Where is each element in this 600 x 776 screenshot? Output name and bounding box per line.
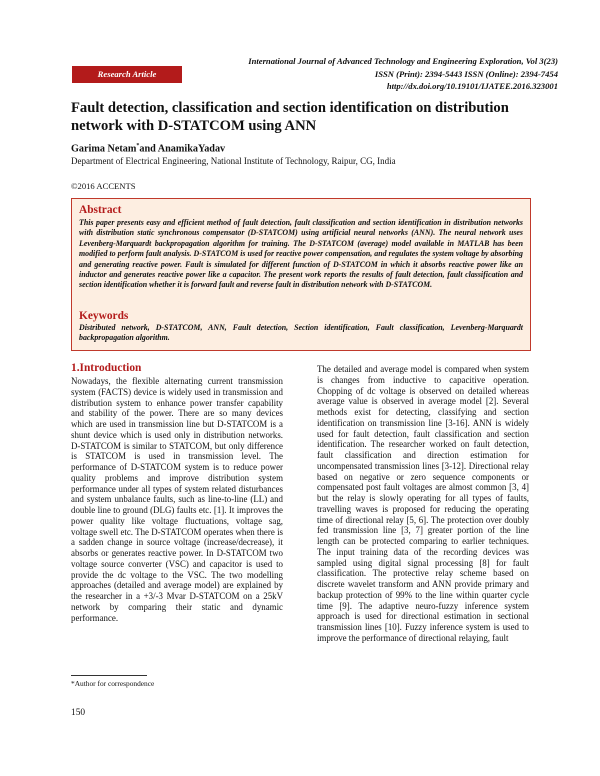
author-list xyxy=(71,143,225,154)
abstract-text: This paper presents easy and efficient method of fault detection, fault classification and section identification in distribution networks with distribution static synchronous compensator (D-STATCOM) using artificial neural networks (ANN). The neural network uses Levenberg-Marquardt backpropagation algorithm for training. The D-STATCOM (average) model available in MATLAB has been modified to perform fault analysis. D-STATCOM is used for reactive power compensation, and regulates the system voltage by absorbing and generating reactive power. Fault is simulated for different function of D-STATCOM in which it absorbs reactive power like an inductor and generates reactive power like a capacitor. The present work reports the results of fault detection, fault classification and section identification whether it is forward fault and reverse fault in distribution network with D-STATCOM. xyxy=(79,218,523,290)
copyright: ©2016 ACCENTS xyxy=(71,181,136,191)
keywords-text: Distributed network, D-STATCOM, ANN, Fault detection, Section identification, Fault classification, Levenberg-Marquardt backpropagation algorithm. xyxy=(79,323,523,343)
introduction-paragraph-left: Nowadays, the flexible alternating current transmission system (FACTS) device is widely used in transmission and distribution system to enhance power transfer capability and stability of the power. There are so many devices which are used in transmission line but D-STATCOM is a shunt device which is used only in distribution networks. D-STATCOM is similar to STATCOM, but only difference is STATCOM is used in transmission level. The performance of D-STATCOM system is to reduce power quality problems and improve distribution system performance under all types of system related disturbances and system unbalance faults, such as line-to-line (LL) and double line to ground (DLG) faults etc. [1]. It improves the power quality like voltage fluctuations, voltage sag, voltage swell etc. The D-STATCOM operates when there is a sadden change in source voltage (increase/decrease), it absorbs or generates reactive power. In D-STATCOM two voltage source converter (VSC) and capacitor is used to provide the dc voltage to the VSC. The two modelling approaches (detailed and average model) are explained by the researcher in a +3/-3 Mvar D-STATCOM on a 25kV network by comparing their static and dynamic performance. xyxy=(71,376,283,623)
correspondence-mark: * xyxy=(136,143,140,149)
keywords-heading: Keywords xyxy=(79,310,129,322)
abstract-box xyxy=(71,198,531,351)
left-column xyxy=(71,362,283,623)
right-column xyxy=(317,364,529,644)
footnote-divider xyxy=(71,675,147,676)
article-type-badge: Research Article xyxy=(72,66,182,83)
introduction-paragraph-right: The detailed and average model is compared when system is changes from inductive to capacitive operation. Chopping of dc voltage is observed on detailed whereas average value is observed in average model [2]. Several methods exist for detecting, classifying and section identification on transmission line [3-16]. ANN is widely used for fault detection, fault classification and section identification. The researcher worked on fault detection, fault classification and direction estimation for uncompensated transmission lines [3-12]. Directional relay based on negative or zero sequence components or compensated post fault voltages are almost common [3, 4] but the relay is slowly operating for all types of faults, travelling waves is proposed for reducing the operating time of directional relay [5, 6]. The protection over doubly fed transmission line [3, 7] greater portion of the line length can be protected comparing to earlier techniques. The input training data of the recording devices was sampled using digital signal processing [8] for fault classification. The protective relay scheme based on discrete wavelet transform and ANN provide primary and backup protection of 99% to the line within quarter cycle time [9]. The adaptive neuro-fuzzy inference system approach is used for directional estimation in sectional transmission lines [10]. Fuzzy inference system is used to improve the performance of directional relaying, fault xyxy=(317,364,529,643)
author-name: Garima Netam xyxy=(71,143,137,155)
abstract-heading: Abstract xyxy=(79,204,122,216)
journal-doi[interactable]: http://dx.doi.org/10.19101/IJATEE.2016.323001 xyxy=(386,81,558,91)
journal-issn: ISSN (Print): 2394-5443 ISSN (Online): 2394-7454 xyxy=(374,68,558,79)
journal-header xyxy=(198,55,558,93)
introduction-heading: 1.Introduction xyxy=(71,362,142,374)
page-number: 150 xyxy=(71,708,86,718)
author-name-rest: and AnamikaYadav xyxy=(139,143,226,155)
paper-title: Fault detection, classification and section identification on distribution network with D-STATCOM using ANN xyxy=(71,100,509,134)
journal-name: International Journal of Advanced Technology and Engineering Exploration, Vol 3(23) xyxy=(248,56,558,66)
footnote: *Author for correspondence xyxy=(71,679,155,688)
affiliation: Department of Electrical Engineering, National Institute of Technology, Raipur, CG, India xyxy=(71,156,396,166)
